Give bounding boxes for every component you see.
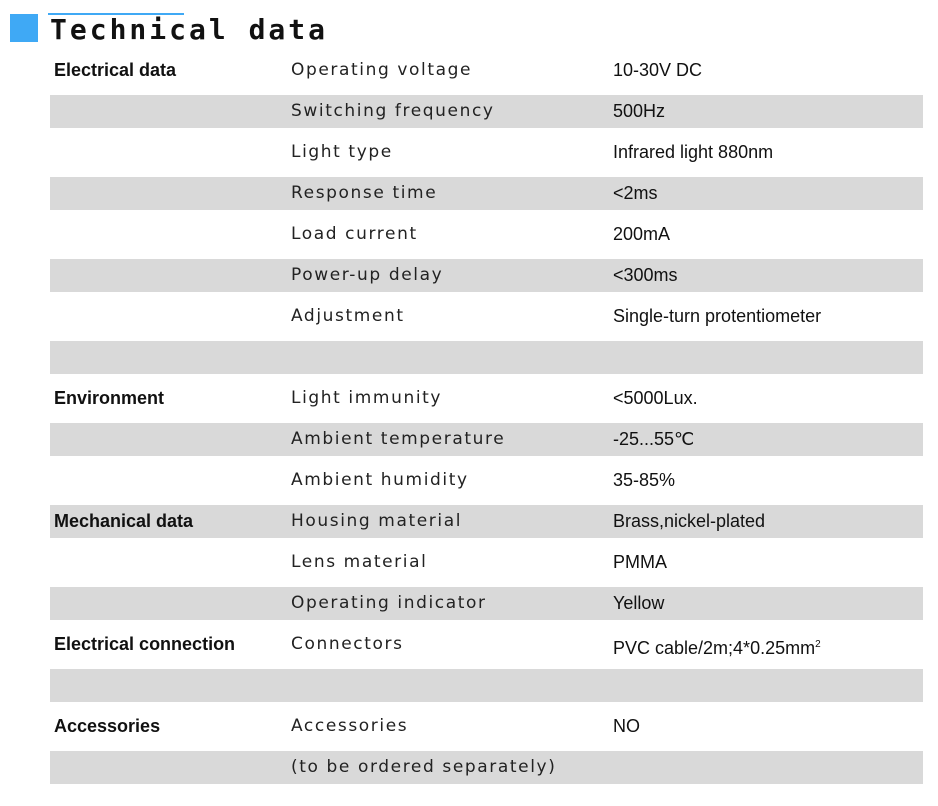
table-row (50, 93, 923, 134)
page-title: Technical data (50, 13, 329, 46)
table-row (50, 257, 923, 298)
table-row (50, 339, 923, 380)
table-row (50, 298, 923, 339)
title-accent-square (10, 14, 38, 42)
parameter-value (613, 626, 821, 663)
parameter-label: Response time (291, 183, 438, 203)
parameter-value: Single-turn protentiometer (613, 306, 822, 326)
parameter-label: Switching frequency (291, 101, 495, 121)
parameter-label: Housing material (291, 511, 463, 531)
parameter-value: 500Hz (613, 101, 666, 121)
table-row (50, 380, 923, 421)
parameter-label: Power-up delay (291, 265, 444, 285)
parameter-label: Lens material (291, 552, 428, 572)
parameter-label: Connectors (291, 634, 404, 654)
category-label: Mechanical data (54, 511, 194, 531)
parameter-label: Accessories (291, 716, 409, 736)
parameter-label: Operating indicator (291, 593, 487, 613)
parameter-value: <5000Lux. (613, 388, 698, 408)
table-row (50, 749, 923, 790)
table-row (50, 585, 923, 626)
parameter-value: <2ms (613, 183, 658, 203)
table-row (50, 626, 923, 667)
parameter-label: (to be ordered separately) (291, 757, 557, 777)
parameter-label: Light type (291, 142, 393, 162)
category-label: Electrical data (54, 60, 177, 80)
table-row (50, 52, 923, 93)
table-row (50, 421, 923, 462)
parameter-value: <300ms (613, 265, 678, 285)
table-row (50, 544, 923, 585)
category-label: Electrical connection (54, 634, 236, 654)
parameter-label: Ambient temperature (291, 429, 506, 449)
category-label: Accessories (54, 716, 161, 736)
table-row (50, 667, 923, 708)
parameter-label: Adjustment (291, 306, 405, 326)
parameter-value: -25...55℃ (613, 429, 695, 449)
parameter-label: Operating voltage (291, 60, 473, 80)
parameter-value: PMMA (613, 552, 667, 572)
category-label: Environment (54, 388, 165, 408)
table-row (50, 462, 923, 503)
parameter-value: Brass,nickel-plated (613, 511, 766, 531)
table-row (50, 134, 923, 175)
table-row (50, 216, 923, 257)
table-row (50, 503, 923, 544)
parameter-value: 10-30V DC (613, 60, 703, 80)
parameter-value: 200mA (613, 224, 671, 244)
parameter-value: NO (613, 716, 640, 736)
parameter-label: Load current (291, 224, 418, 244)
value-text: PVC cable/2m;4*0.25mm (613, 638, 816, 658)
parameter-label: Ambient humidity (291, 470, 469, 490)
superscript: 2 (815, 639, 821, 650)
parameter-value: Yellow (613, 593, 665, 613)
table-row (50, 175, 923, 216)
parameter-label: Light immunity (291, 388, 443, 408)
parameter-value: 35-85% (613, 470, 676, 490)
technical-data-table (50, 52, 923, 790)
parameter-value: Infrared light 880nm (613, 142, 774, 162)
table-row (50, 708, 923, 749)
